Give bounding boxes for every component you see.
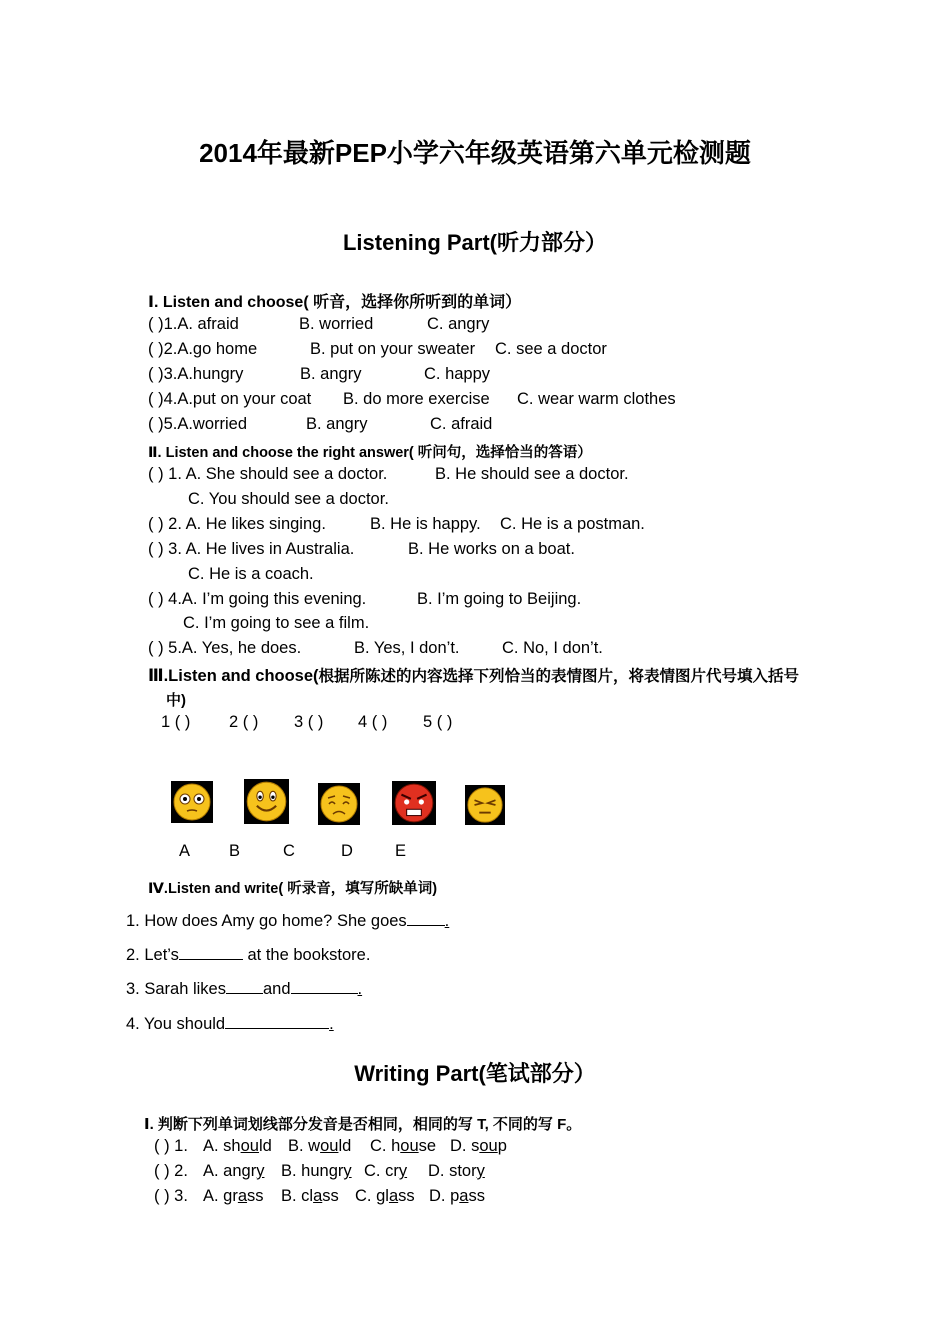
blank-field[interactable]	[179, 945, 243, 960]
sec1-q4: ( )4.A.put on your coat B. do more exercise C. wear warm clothes	[148, 390, 676, 408]
fill-line-2: 2. Let’s at the bookstore.	[126, 946, 371, 964]
section-4-heading: Ⅳ.Listen and write( 听录音，填写所缺单词)	[148, 881, 438, 897]
sec2-q1: ( ) 1. A. She should see a doctor. B. He should see a doctor.	[148, 465, 629, 483]
fill-line-4: 4. You should .	[126, 1015, 334, 1033]
phonics-row: ( ) 3. A. grass B. class C. glass D. pass	[154, 1187, 485, 1205]
sec2-q3-c: C. He is a coach.	[188, 565, 314, 583]
blank-field[interactable]	[291, 979, 358, 994]
writing-heading: Writing Part(笔试部分）	[354, 1061, 596, 1086]
answer-slot[interactable]: 3 ( )	[294, 713, 324, 731]
sec2-q3: ( ) 3. A. He lives in Australia. B. He works on a boat.	[148, 540, 575, 558]
worried-face-icon	[318, 783, 360, 825]
sec1-q3: ( )3.A.hungry B. angry C. happy	[148, 365, 491, 383]
blank-field[interactable]	[407, 911, 445, 926]
squinting-face-icon	[465, 785, 505, 825]
face-label: A	[179, 842, 191, 860]
blank-field[interactable]	[225, 1014, 329, 1029]
answer-slot[interactable]: 4 ( )	[358, 713, 388, 731]
section-3-heading: Ⅲ.Listen and choose(根据所陈述的内容选择下列恰当的表情图片，将表情图片代号填入括号	[148, 667, 800, 685]
answer-slot[interactable]: 2 ( )	[229, 713, 259, 731]
section-2-heading: Ⅱ. Listen and choose the right answer( 听问句，选择恰当的答语）	[148, 445, 592, 461]
blank-field[interactable]	[226, 979, 263, 994]
sec2-q1-c: C. You should see a doctor.	[188, 490, 389, 508]
angry-face-icon	[392, 781, 436, 825]
sec1-q1: ( )1.A. afraid B. worried C. angry	[148, 315, 490, 333]
answer-slot[interactable]: 1 ( )	[161, 713, 191, 731]
writing-section-1-heading: Ⅰ. 判断下列单词划线部分发音是否相同，相同的写 T, 不同的写 F。	[144, 1116, 582, 1133]
smiling-face-icon	[244, 779, 289, 824]
wide-eyed-face-icon	[171, 781, 213, 823]
face-label: D	[341, 842, 353, 860]
sec2-q4-c: C. I’m going to see a film.	[183, 614, 370, 632]
face-label: C	[283, 842, 295, 860]
phonics-row: ( ) 2. A. angry B. hungry C. cry D. story	[154, 1162, 485, 1180]
fill-line-1: 1. How does Amy go home? She goes .	[126, 912, 450, 930]
sec2-q5: ( ) 5.A. Yes, he does. B. Yes, I don’t. C. No, I don’t.	[148, 639, 603, 657]
fill-line-3: 3. Sarah likes and .	[126, 980, 363, 998]
sec1-q2: ( )2.A.go home B. put on your sweater C. see a doctor	[148, 340, 607, 358]
sec1-q5: ( )5.A.worried B. angry C. afraid	[148, 415, 493, 433]
phonics-row: ( ) 1. A. should B. would C. house D. soup	[154, 1137, 507, 1155]
sec2-q2: ( ) 2. A. He likes singing. B. He is happy. C. He is a postman.	[148, 515, 645, 533]
section-1-heading: Ⅰ. Listen and choose( 听音，选择你所听到的单词）	[148, 294, 522, 311]
listening-heading: Listening Part(听力部分）	[342, 230, 607, 255]
face-label: E	[395, 842, 407, 860]
sec2-q4: ( ) 4.A. I’m going this evening. B. I’m going to Beijing.	[148, 590, 582, 608]
answer-slot[interactable]: 5 ( )	[423, 713, 453, 731]
page-title: 2014年最新PEP小学六年级英语第六单元检测题	[199, 138, 751, 168]
face-label: B	[229, 842, 241, 860]
section-3-heading-cont: 中)	[166, 692, 186, 709]
